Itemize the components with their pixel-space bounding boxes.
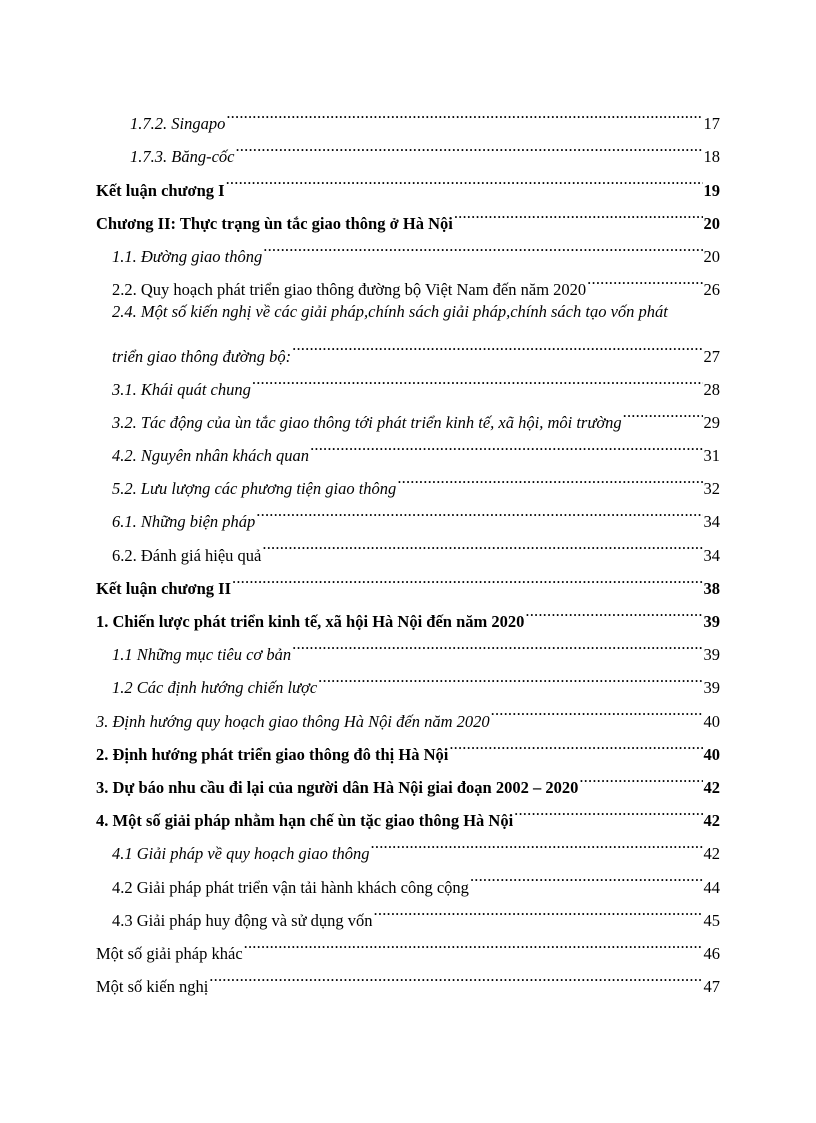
toc-entry-title: 3.1. Khái quát chung [112,379,251,399]
dot-leader [252,362,703,395]
toc-entry-page: 28 [703,379,720,399]
toc-entry-page: 42 [703,844,720,864]
toc-entry-title: 3. Dự báo nhu cầu đi lại của người dân Hà Nội giai đoạn 2002 – 2020 [96,777,579,797]
dot-leader [292,328,702,361]
dot-leader [587,262,702,295]
toc-entry-title: 3.2. Tác động của ùn tắc giao thông tới phát triển kinh tế, xã hội, môi trường [112,412,622,432]
toc-entry-page: 34 [703,512,720,532]
dot-leader [226,162,703,195]
toc-entry-page: 39 [703,645,720,665]
toc-entry-page: 20 [703,213,720,233]
toc-entry-page: 34 [703,545,720,565]
toc-entry-title: 4.2. Nguyên nhân khách quan [112,446,310,466]
dot-leader [449,727,702,760]
toc-entry-page: 46 [703,943,720,963]
dot-leader [226,96,702,129]
dot-leader [263,229,702,262]
toc-entry-page: 32 [703,479,720,499]
dot-leader [397,461,702,494]
table-of-contents [96,96,720,997]
dot-leader [470,859,703,892]
dot-leader [454,196,703,229]
toc-entry-page: 29 [703,412,720,432]
dot-leader [374,893,703,926]
toc-entry-title: 4.3 Giải pháp huy động và sử dụng vốn [112,910,373,930]
dot-leader [579,760,702,793]
toc-entry-page: 27 [703,346,720,366]
toc-entry-title: 2.2. Quy hoạch phát triển giao thông đường bộ Việt Nam đến năm 2020 [112,280,587,300]
toc-entry-title: 6.2. Đánh giá hiệu quả [112,545,262,565]
toc-entry-page: 47 [703,977,720,997]
toc-entry-2-4[interactable] [96,295,720,366]
toc-entry-title: Một số giải pháp khác [96,943,243,963]
dot-leader [262,527,702,560]
toc-entry-title: Kết luận chương II [96,578,232,598]
dot-leader [235,129,702,162]
toc-entry-title: 4. Một số giải pháp nhằm hạn chế ùn tặc giao thông Hà Nội [96,811,514,831]
toc-entry-title: 1.1 Những mục tiêu cơ bản [112,645,292,665]
dot-leader [256,494,702,527]
dot-leader [244,926,703,959]
toc-entry-page: 44 [703,877,720,897]
toc-entry-page: 39 [703,612,720,631]
toc-entry-page: 31 [703,446,720,466]
toc-entry-title-line2: triển giao thông đường bộ: [112,346,292,366]
dot-leader [318,660,702,693]
dot-leader [514,793,702,826]
dot-leader [491,693,703,726]
toc-entry-title: 1. Chiến lược phát triển kinh tế, xã hội Hà Nội đến năm 2020 [96,612,525,631]
dot-leader [310,428,702,461]
toc-entry-title: 1.7.2. Singapo [130,114,226,134]
toc-entry-page: 39 [703,678,720,698]
toc-entry-title: 1.1. Đường giao thông [112,246,263,266]
toc-entry-title: 3. Định hướng quy hoạch giao thông Hà Nội đến năm 2020 [96,711,490,731]
toc-entry-page: 40 [703,711,720,731]
toc-entry-page: 20 [703,246,720,266]
toc-entry-page: 19 [703,180,720,200]
dot-leader [292,627,702,660]
toc-entry-page: 38 [703,578,720,598]
toc-entry-page: 40 [703,744,720,764]
toc-entry-title: 4.1 Giải pháp về quy hoạch giao thông [112,844,370,864]
toc-entry-page: 45 [703,910,720,930]
toc-entry-title: 2. Định hướng phát triển giao thông đô thị Hà Nội [96,744,449,764]
dot-leader [623,395,703,428]
toc-entry-title: 4.2 Giải pháp phát triển vận tải hành khách công cộng [112,877,469,897]
toc-entry-page: 26 [703,280,720,300]
toc-entry-line2 [112,328,720,366]
toc-entry-title: Một số kiến nghị [96,977,209,997]
toc-entry-title: Kết luận chương I [96,180,225,200]
toc-entry-title: 5.2. Lưu lượng các phương tiện giao thông [112,479,397,499]
dot-leader [232,561,702,594]
toc-entry-title: 1.7.3. Băng-cốc [130,147,235,167]
dot-leader [525,594,702,627]
toc-entry-title: Chương II: Thực trạng ùn tắc giao thông ở Hà Nội [96,213,453,233]
dot-leader [209,959,702,992]
dot-leader [371,826,703,859]
toc-entry-page: 42 [703,777,720,797]
toc-entry-page: 18 [703,147,720,167]
toc-entry-page: 17 [703,114,720,134]
toc-entry-title: 6.1. Những biện pháp [112,512,256,532]
toc-entry-title: 1.2 Các định hướng chiến lược [112,678,318,698]
toc-entry-title-line1: 2.4. Một số kiến nghị về các giải pháp,chính sách giải pháp,chính sách tạo vốn phát [112,302,668,322]
toc-entry-1-7-2[interactable] [96,96,720,134]
toc-entry-page: 42 [703,811,720,831]
